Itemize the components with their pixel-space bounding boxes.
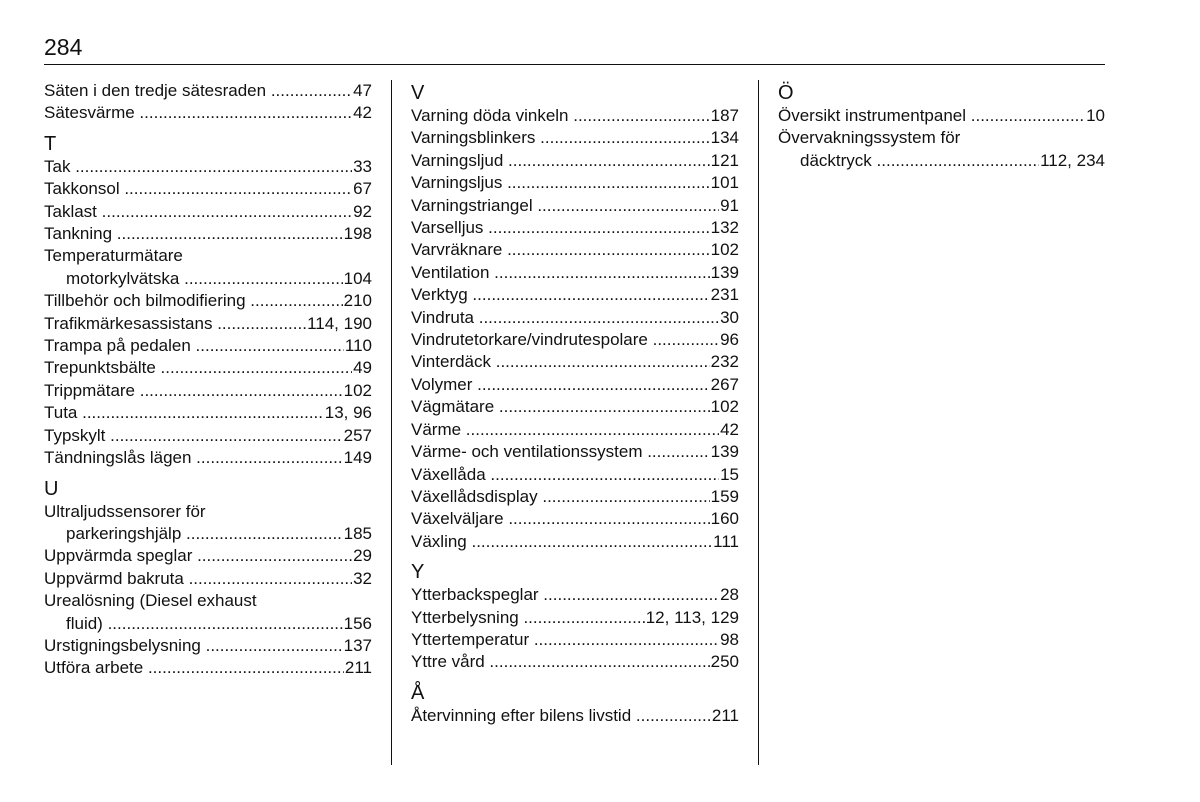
entry-term: Återvinning efter bilens livstid ..... [411,705,711,727]
index-entry [411,419,739,441]
index-entry-heading: Ultraljudssensorer för [44,501,206,521]
entry-page-ref: 102 [710,240,739,260]
index-column-1 [44,80,372,686]
entry-page-ref: 139 [710,262,739,282]
index-entry [411,172,739,194]
index-entry [411,486,739,508]
entry-page-ref: 102 [343,380,372,400]
entry-page-ref: 92 [353,201,372,221]
index-entry [44,102,372,124]
column-divider [391,80,392,765]
index-entry [44,80,372,102]
index-entry-heading: Urealösning (Diesel exhaust [44,591,257,611]
index-entry [44,357,372,379]
index-entry [411,705,739,727]
entry-page-ref: 49 [353,358,372,378]
entry-term: Utföra arbete ..... [44,657,344,679]
index-section [778,80,1105,172]
index-entry [44,201,372,223]
entry-term: Varningsljus ..... [411,172,710,194]
index-entry [44,545,372,567]
entry-term: Verktyg ..... [411,284,710,306]
entry-term: Uppvärmda speglar ..... [44,545,352,567]
index-entry [44,335,372,357]
entry-term: Yttre vård ..... [411,651,710,673]
entry-page-ref: 91 [720,195,739,215]
index-entry [44,313,372,335]
entry-term: Vindruta ..... [411,307,719,329]
index-entry [44,268,372,290]
index-entry [44,223,372,245]
entry-page-ref: 13, 96 [324,403,372,423]
entry-term: Värme ..... [411,419,719,441]
entry-page-ref: 160 [710,509,739,529]
index-entry [411,508,739,530]
entry-term: Taklast ..... [44,201,352,223]
entry-term: Trampa på pedalen ..... [44,335,344,357]
entry-term: Varvräknare ..... [411,239,710,261]
entry-page-ref: 30 [720,307,739,327]
entry-page-ref: 211 [344,658,372,678]
index-entry [411,531,739,553]
entry-term: Säten i den tredje sätesraden ..... [44,80,352,102]
header-rule [44,64,1105,65]
entry-page-ref: 159 [710,486,739,506]
entry-page-ref: 110 [344,336,372,356]
entry-term: Tuta ..... [44,402,324,424]
entry-page-ref: 33 [353,156,372,176]
index-entry [411,629,739,651]
entry-page-ref: 98 [720,629,739,649]
section-letter-heading: U [44,477,59,500]
index-entry [411,651,739,673]
entry-page-ref: 185 [343,523,372,543]
index-entry [411,374,739,396]
index-entry [411,239,739,261]
entry-term: Volymer ..... [411,374,710,396]
entry-page-ref: 211 [711,705,739,725]
entry-term: Värme- och ventilationssystem ..... [411,441,710,463]
index-entry [411,307,739,329]
entry-term: Trafikmärkesassistans ..... [44,313,306,335]
entry-term: Sätesvärme ..... [44,102,352,124]
entry-page-ref: 232 [710,352,739,372]
index-section [411,559,739,674]
entry-term: Typskylt ..... [44,425,343,447]
index-entry [411,217,739,239]
index-entry [411,195,739,217]
index-entry [44,425,372,447]
entry-term: Tändningslås lägen ..... [44,447,343,469]
index-entry [44,380,372,402]
entry-term: Vindrutetorkare/vindrutespolare ..... [411,329,719,351]
entry-term: Varningsljud ..... [411,150,710,172]
index-entry-heading: Temperaturmätare [44,246,183,266]
index-entry [411,127,739,149]
entry-term: Tak ..... [44,156,352,178]
index-entry [411,584,739,606]
index-entry [411,150,739,172]
entry-term: Varningsblinkers ..... [411,127,710,149]
entry-page-ref: 28 [720,585,739,605]
entry-page-ref: 47 [353,81,372,100]
entry-term: Varselljus ..... [411,217,710,239]
entry-term: Yttertemperatur ..... [411,629,719,651]
index-entry [411,262,739,284]
section-letter-heading: T [44,132,57,155]
index-entry [411,284,739,306]
index-section [411,80,739,553]
entry-term: Tillbehör och bilmodifiering ..... [44,290,343,312]
index-entry [44,156,372,178]
entry-term: Översikt instrumentpanel ..... [778,105,1085,127]
entry-page-ref: 210 [343,291,372,311]
index-section [44,476,372,680]
entry-page-ref: 67 [353,179,372,199]
entry-term: Varningstriangel ..... [411,195,719,217]
entry-term: Växelväljare ..... [411,508,710,530]
entry-term: Växellådsdisplay ..... [411,486,710,508]
index-entry [44,657,372,679]
entry-term: Takkonsol ..... [44,178,352,200]
index-entry [411,396,739,418]
index-entry [44,635,372,657]
index-column-3 [778,80,1105,178]
entry-page-ref: 132 [710,218,739,238]
index-column-2 [411,80,739,733]
index-entry [411,105,739,127]
entry-page-ref: 114, 190 [307,313,372,333]
index-entry [411,329,739,351]
index-section [411,680,739,727]
page-number: 284 [44,34,83,60]
entry-term: motorkylvätska ..... [66,268,343,290]
entry-term: däcktryck ..... [800,150,1039,172]
entry-page-ref: 111 [713,531,739,551]
entry-page-ref: 29 [353,546,372,566]
entry-term: parkeringshjälp ..... [66,523,343,545]
index-entry [44,178,372,200]
index-entry-heading: Övervakningssystem för [778,128,961,148]
entry-page-ref: 121 [710,150,739,170]
entry-term: Vinterdäck ..... [411,351,710,373]
entry-term: Ytterbelysning ..... [411,607,645,629]
entry-page-ref: 250 [710,652,739,672]
entry-page-ref: 257 [343,425,372,445]
column-divider [758,80,759,765]
section-letter-heading: Å [411,681,425,704]
index-entry [411,441,739,463]
entry-term: Varning döda vinkeln ..... [411,105,710,127]
entry-term: Urstigningsbelysning ..... [44,635,343,657]
entry-page-ref: 149 [343,448,372,468]
index-entry [44,613,372,635]
entry-page-ref: 15 [720,464,739,484]
index-entry [44,568,372,590]
entry-page-ref: 104 [343,268,372,288]
section-letter-heading: Ö [778,82,794,104]
entry-page-ref: 102 [710,397,739,417]
entry-page-ref: 42 [720,419,739,439]
entry-page-ref: 42 [353,103,372,123]
entry-page-ref: 187 [710,106,739,125]
entry-page-ref: 134 [710,128,739,148]
entry-page-ref: 137 [343,635,372,655]
entry-term: Ytterbackspeglar ..... [411,584,719,606]
entry-page-ref: 198 [343,224,372,244]
entry-term: Tankning ..... [44,223,343,245]
entry-page-ref: 267 [710,374,739,394]
index-entry [411,464,739,486]
index-entry [411,607,739,629]
section-letter-heading: Y [411,561,425,584]
entry-page-ref: 101 [710,173,739,193]
index-section [44,80,372,125]
entry-term: Växellåda ..... [411,464,719,486]
entry-page-ref: 12, 113, 129 [645,607,739,627]
entry-term: Uppvärmd bakruta ..... [44,568,352,590]
index-entry [778,105,1105,127]
entry-term: Vägmätare ..... [411,396,710,418]
entry-term: Trippmätare ..... [44,380,343,402]
index-entry [44,290,372,312]
entry-page-ref: 231 [710,285,739,305]
entry-page-ref: 10 [1086,106,1105,125]
index-entry [778,150,1105,172]
entry-page-ref: 96 [720,330,739,350]
index-entry [411,351,739,373]
entry-term: fluid) ..... [66,613,343,635]
index-entry [44,402,372,424]
entry-page-ref: 139 [710,442,739,462]
entry-page-ref: 112, 234 [1040,150,1105,170]
index-entry [44,523,372,545]
entry-term: Växling ..... [411,531,712,553]
section-letter-heading: V [411,82,425,104]
entry-page-ref: 32 [353,568,372,588]
entry-page-ref: 156 [343,613,372,633]
index-section [44,131,372,470]
entry-term: Ventilation ..... [411,262,710,284]
entry-term: Trepunktsbälte ..... [44,357,352,379]
index-entry [44,447,372,469]
